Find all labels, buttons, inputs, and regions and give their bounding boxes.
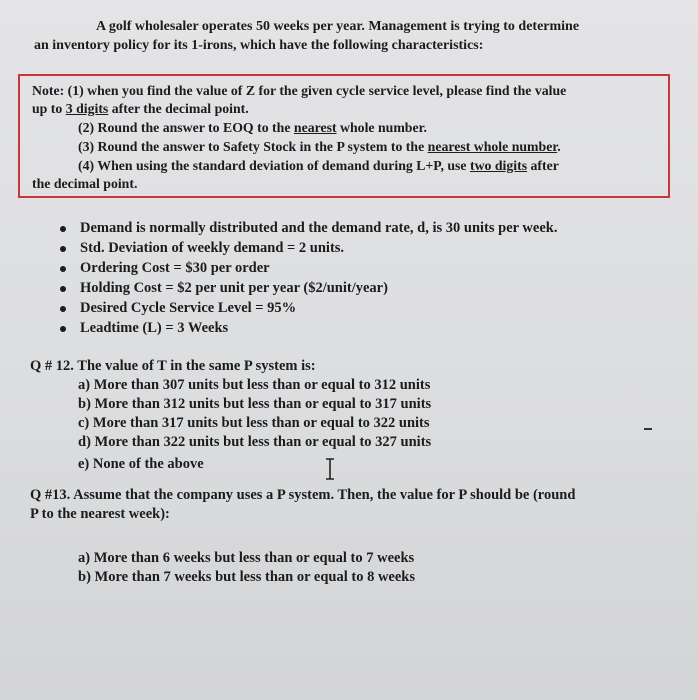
note-line-4-pre: (3) Round the answer to Safety Stock in the P system to the: [78, 139, 428, 154]
intro-line-1: A golf wholesaler operates 50 weeks per year. Management is trying to determine: [96, 19, 580, 34]
note-line-2-post: after the decimal point.: [108, 101, 249, 116]
question-12-option: b) More than 312 units but less than or equal to 317 units: [78, 396, 432, 412]
note-line-5-pre: (4) When using the standard deviation of demand during L+P, use: [78, 158, 470, 173]
characteristic-item: Desired Cycle Service Level = 95%: [80, 300, 297, 316]
question-12-option: a) More than 307 units but less than or equal to 312 units: [78, 377, 431, 393]
bullet-icon: [60, 266, 66, 272]
note-line-4-post: .: [557, 139, 561, 154]
bullet-icon: [60, 306, 66, 312]
note-line-4: [78, 138, 561, 156]
note-line-5-underlined: two digits: [469, 158, 528, 173]
question-13-option: b) More than 7 weeks but less than or equal to 8 weeks: [78, 569, 416, 585]
question-13-option: a) More than 6 weeks but less than or equal to 7 weeks: [78, 550, 415, 566]
question-12-text: Q # 12. The value of T in the same P system is:: [30, 358, 316, 374]
characteristic-item: Std. Deviation of weekly demand = 2 units.: [80, 240, 345, 256]
question-13-text-line-1: Q #13. Assume that the company uses a P system. Then, the value for P should be (round: [30, 487, 576, 503]
bullet-icon: [60, 326, 66, 332]
bullet-icon: [60, 246, 66, 252]
characteristic-item: Demand is normally distributed and the demand rate, d, is 30 units per week.: [80, 220, 558, 236]
characteristic-item: Holding Cost = $2 per unit per year ($2/unit/year): [80, 280, 388, 296]
note-line-1: Note: (1) when you find the value of Z for the given cycle service level, please find the value: [32, 83, 567, 98]
note-line-5-post: after: [527, 158, 559, 173]
note-line-3: [78, 119, 427, 137]
note-line-2-underlined: 3 digits: [65, 101, 109, 116]
bullet-icon: [60, 226, 66, 232]
question-12-option: d) More than 322 units but less than or equal to 327 units: [78, 434, 432, 450]
characteristic-item: Leadtime (L) = 3 Weeks: [80, 320, 229, 336]
note-line-5: [78, 157, 559, 175]
note-line-4-underlined: nearest whole number: [427, 139, 558, 154]
note-line-3-pre: (2) Round the answer to EOQ to the: [78, 120, 294, 135]
i-beam-cursor-icon: [324, 458, 336, 480]
question-12-option: e) None of the above: [78, 456, 204, 472]
note-line-3-post: whole number.: [336, 120, 427, 135]
note-line-2-pre: up to: [32, 101, 66, 116]
tick-mark: [644, 428, 652, 430]
intro-line-2: an inventory policy for its 1-irons, which have the following characteristics:: [34, 38, 484, 53]
question-12-option: c) More than 317 units but less than or equal to 322 units: [78, 415, 430, 431]
characteristic-item: Ordering Cost = $30 per order: [80, 260, 270, 276]
question-13-text-line-2: P to the nearest week):: [30, 506, 170, 522]
bullet-icon: [60, 286, 66, 292]
note-line-3-underlined: nearest: [293, 120, 337, 135]
note-line-6: the decimal point.: [32, 176, 138, 191]
note-line-2: [32, 100, 249, 118]
